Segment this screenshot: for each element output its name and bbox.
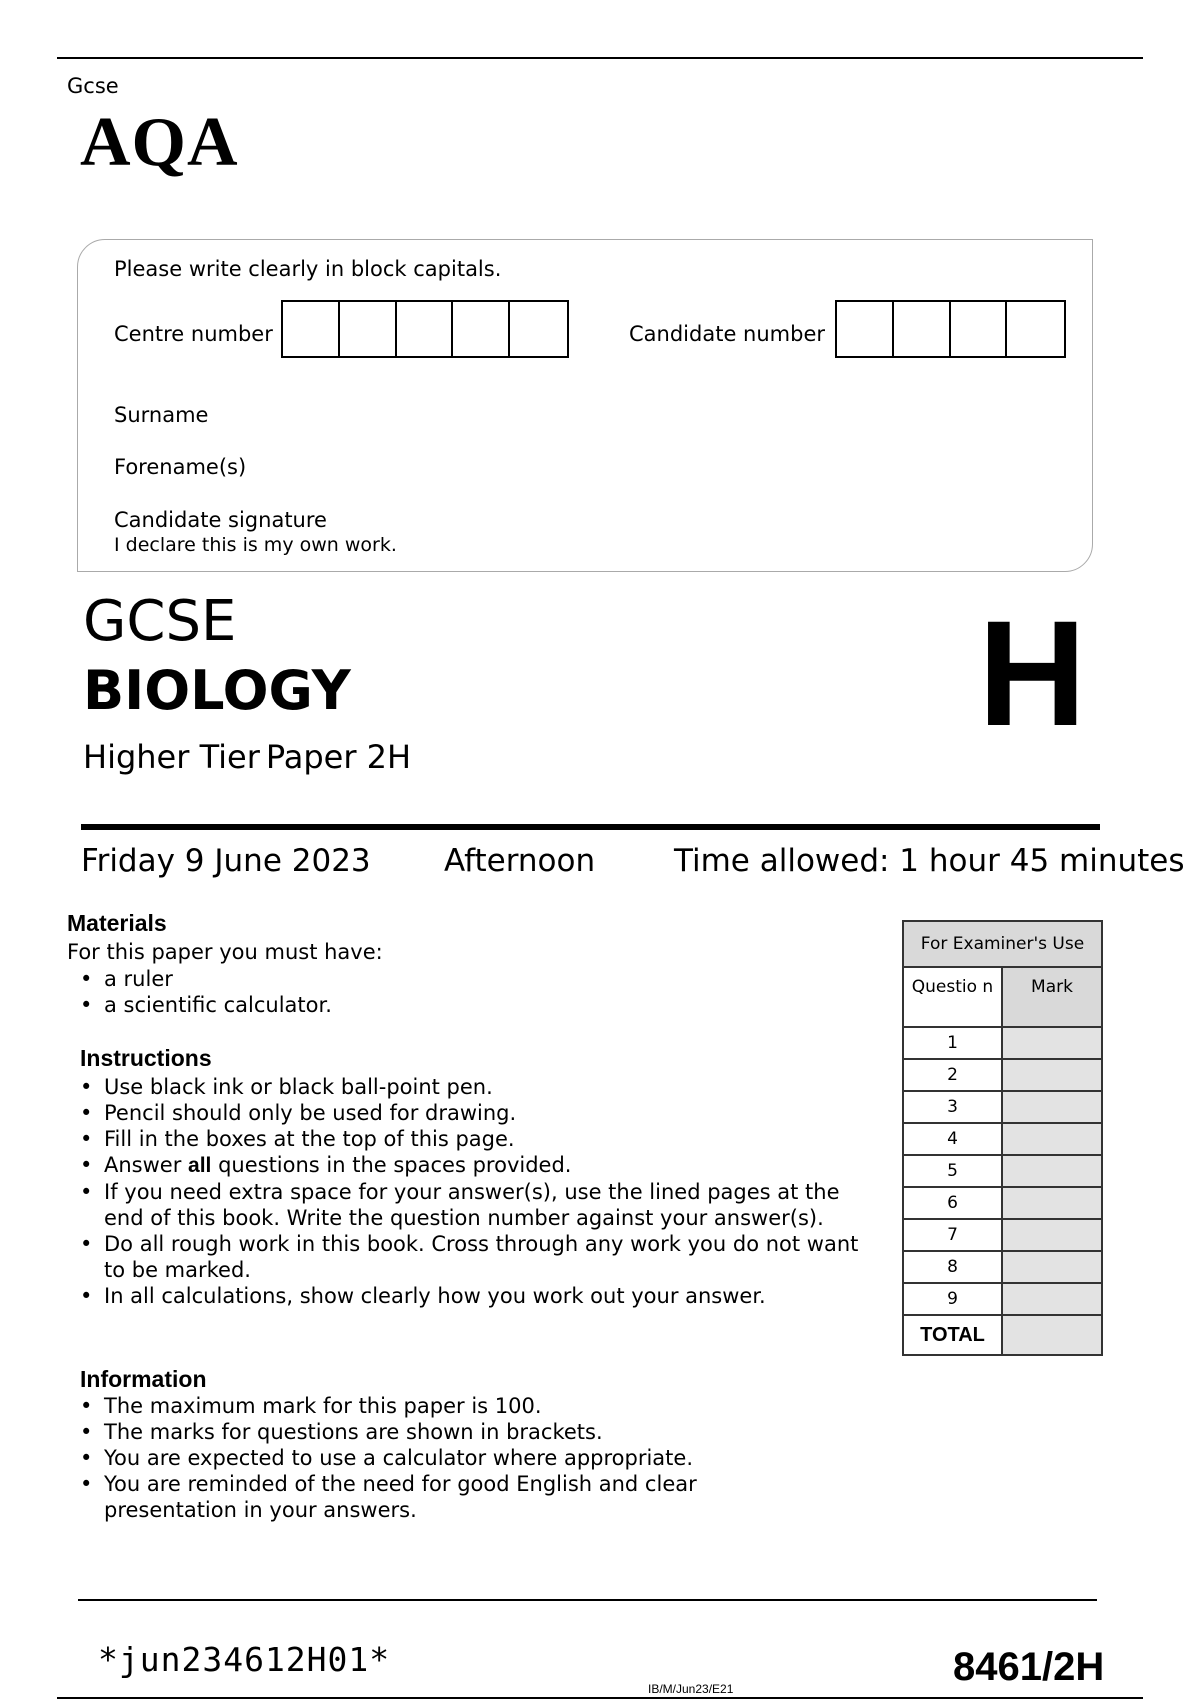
- information-heading: Information: [80, 1366, 207, 1392]
- question-number: 8: [903, 1251, 1002, 1283]
- mark-cell[interactable]: [1002, 1091, 1102, 1123]
- subject-title: BIOLOGY: [83, 659, 351, 722]
- information-list: [80, 1393, 760, 1523]
- surname-label: Surname: [114, 403, 209, 427]
- exam-date: Friday 9 June 2023: [81, 843, 371, 879]
- table-row: [903, 1091, 1102, 1123]
- centre-digit-box[interactable]: [510, 302, 567, 356]
- question-number: 2: [903, 1059, 1002, 1091]
- mark-cell[interactable]: [1002, 1155, 1102, 1187]
- centre-number-label: Centre number: [114, 322, 273, 346]
- time-allowed: Time allowed: 1 hour 45 minutes: [674, 843, 1185, 879]
- table-row: [903, 1155, 1102, 1187]
- instructions-heading: Instructions: [80, 1045, 212, 1071]
- list-item: • Fill in the boxes at the top of this page.: [80, 1126, 860, 1152]
- list-item: • Do all rough work in this book. Cross through any work you do not want to be marked.: [80, 1231, 860, 1283]
- candidate-details-box: [77, 239, 1093, 572]
- table-row: [903, 1283, 1102, 1315]
- table-row: [903, 1123, 1102, 1155]
- materials-intro: For this paper you must have:: [67, 940, 383, 964]
- candidate-digit-box[interactable]: [837, 302, 894, 356]
- tier-text: Higher Tier: [83, 738, 260, 776]
- aqa-logo: AQA: [80, 104, 239, 181]
- table-row: [903, 1059, 1102, 1091]
- mark-cell[interactable]: [1002, 1059, 1102, 1091]
- mark-cell[interactable]: [1002, 1123, 1102, 1155]
- candidate-number-boxes[interactable]: [835, 300, 1066, 358]
- answer-bold: all: [188, 1154, 212, 1177]
- table-row: [903, 1187, 1102, 1219]
- qualification-label: Gcse: [67, 74, 119, 98]
- mark-column-header: Mark: [1002, 967, 1102, 1027]
- list-item: • a ruler: [80, 966, 332, 992]
- list-item: • Use black ink or black ball-point pen.: [80, 1074, 860, 1100]
- materials-heading: Materials: [67, 910, 167, 936]
- mark-cell[interactable]: [1002, 1251, 1102, 1283]
- mark-cell[interactable]: [1002, 1027, 1102, 1059]
- centre-digit-box[interactable]: [453, 302, 510, 356]
- question-number: 7: [903, 1219, 1002, 1251]
- list-item: • The maximum mark for this paper is 100.: [80, 1393, 760, 1419]
- list-item: • The marks for questions are shown in brackets.: [80, 1419, 760, 1445]
- forenames-label: Forename(s): [114, 455, 247, 479]
- list-item: • Pencil should only be used for drawing.: [80, 1100, 860, 1126]
- candidate-digit-box[interactable]: [894, 302, 951, 356]
- examiners-use-table: [902, 920, 1103, 1356]
- centre-digit-box[interactable]: [283, 302, 340, 356]
- question-number: 9: [903, 1283, 1002, 1315]
- footer-rule: [78, 1599, 1097, 1601]
- mark-cell[interactable]: [1002, 1219, 1102, 1251]
- mark-cell[interactable]: [1002, 1283, 1102, 1315]
- centre-digit-box[interactable]: [340, 302, 397, 356]
- answer-prefix: Answer: [104, 1153, 189, 1177]
- list-item: • You are reminded of the need for good English and clear presentation in your answers.: [80, 1471, 760, 1523]
- barcode: *jun234612H01*: [98, 1640, 391, 1679]
- mark-cell[interactable]: [1002, 1187, 1102, 1219]
- candidate-digit-box[interactable]: [951, 302, 1008, 356]
- qualification-title: GCSE: [83, 589, 237, 654]
- top-rule: [57, 57, 1143, 59]
- question-number: 5: [903, 1155, 1002, 1187]
- question-number: 3: [903, 1091, 1002, 1123]
- document-reference: IB/M/Jun23/E21: [648, 1682, 734, 1696]
- table-row: [903, 1251, 1102, 1283]
- centre-number-boxes[interactable]: [281, 300, 569, 358]
- question-column-header: Questio n: [903, 967, 1002, 1027]
- signature-label: Candidate signature: [114, 508, 327, 532]
- list-item: • You are expected to use a calculator where appropriate.: [80, 1445, 760, 1471]
- centre-digit-box[interactable]: [397, 302, 454, 356]
- instructions-list: [80, 1074, 860, 1309]
- total-mark-cell[interactable]: [1002, 1315, 1102, 1355]
- question-number: 1: [903, 1027, 1002, 1059]
- materials-list: [80, 966, 332, 1018]
- total-row: [903, 1315, 1102, 1355]
- block-capitals-instruction: Please write clearly in block capitals.: [114, 257, 502, 281]
- candidate-number-label: Candidate number: [629, 322, 825, 346]
- examiners-use-title: For Examiner's Use: [903, 921, 1102, 967]
- total-label: TOTAL: [903, 1315, 1002, 1355]
- tier-paper-line: [83, 738, 412, 776]
- question-number: 4: [903, 1123, 1002, 1155]
- title-rule: [81, 824, 1100, 830]
- declaration-text: I declare this is my own work.: [114, 534, 397, 556]
- tier-letter: H: [978, 589, 1087, 757]
- list-item: • In all calculations, show clearly how you work out your answer.: [80, 1283, 860, 1309]
- paper-code: 8461/2H: [953, 1645, 1105, 1689]
- bottom-rule: [57, 1697, 1143, 1699]
- table-row: [903, 1219, 1102, 1251]
- table-row: [903, 1027, 1102, 1059]
- paper-text: Paper 2H: [265, 738, 412, 776]
- candidate-digit-box[interactable]: [1007, 302, 1064, 356]
- exam-session: Afternoon: [444, 843, 596, 879]
- answer-suffix: questions in the spaces provided.: [211, 1153, 572, 1177]
- question-number: 6: [903, 1187, 1002, 1219]
- list-item: • a scientific calculator.: [80, 992, 332, 1018]
- list-item: • If you need extra space for your answer(s), use the lined pages at the end of this book. Write the question number against your answer(s).: [80, 1179, 860, 1231]
- list-item: [80, 1152, 860, 1179]
